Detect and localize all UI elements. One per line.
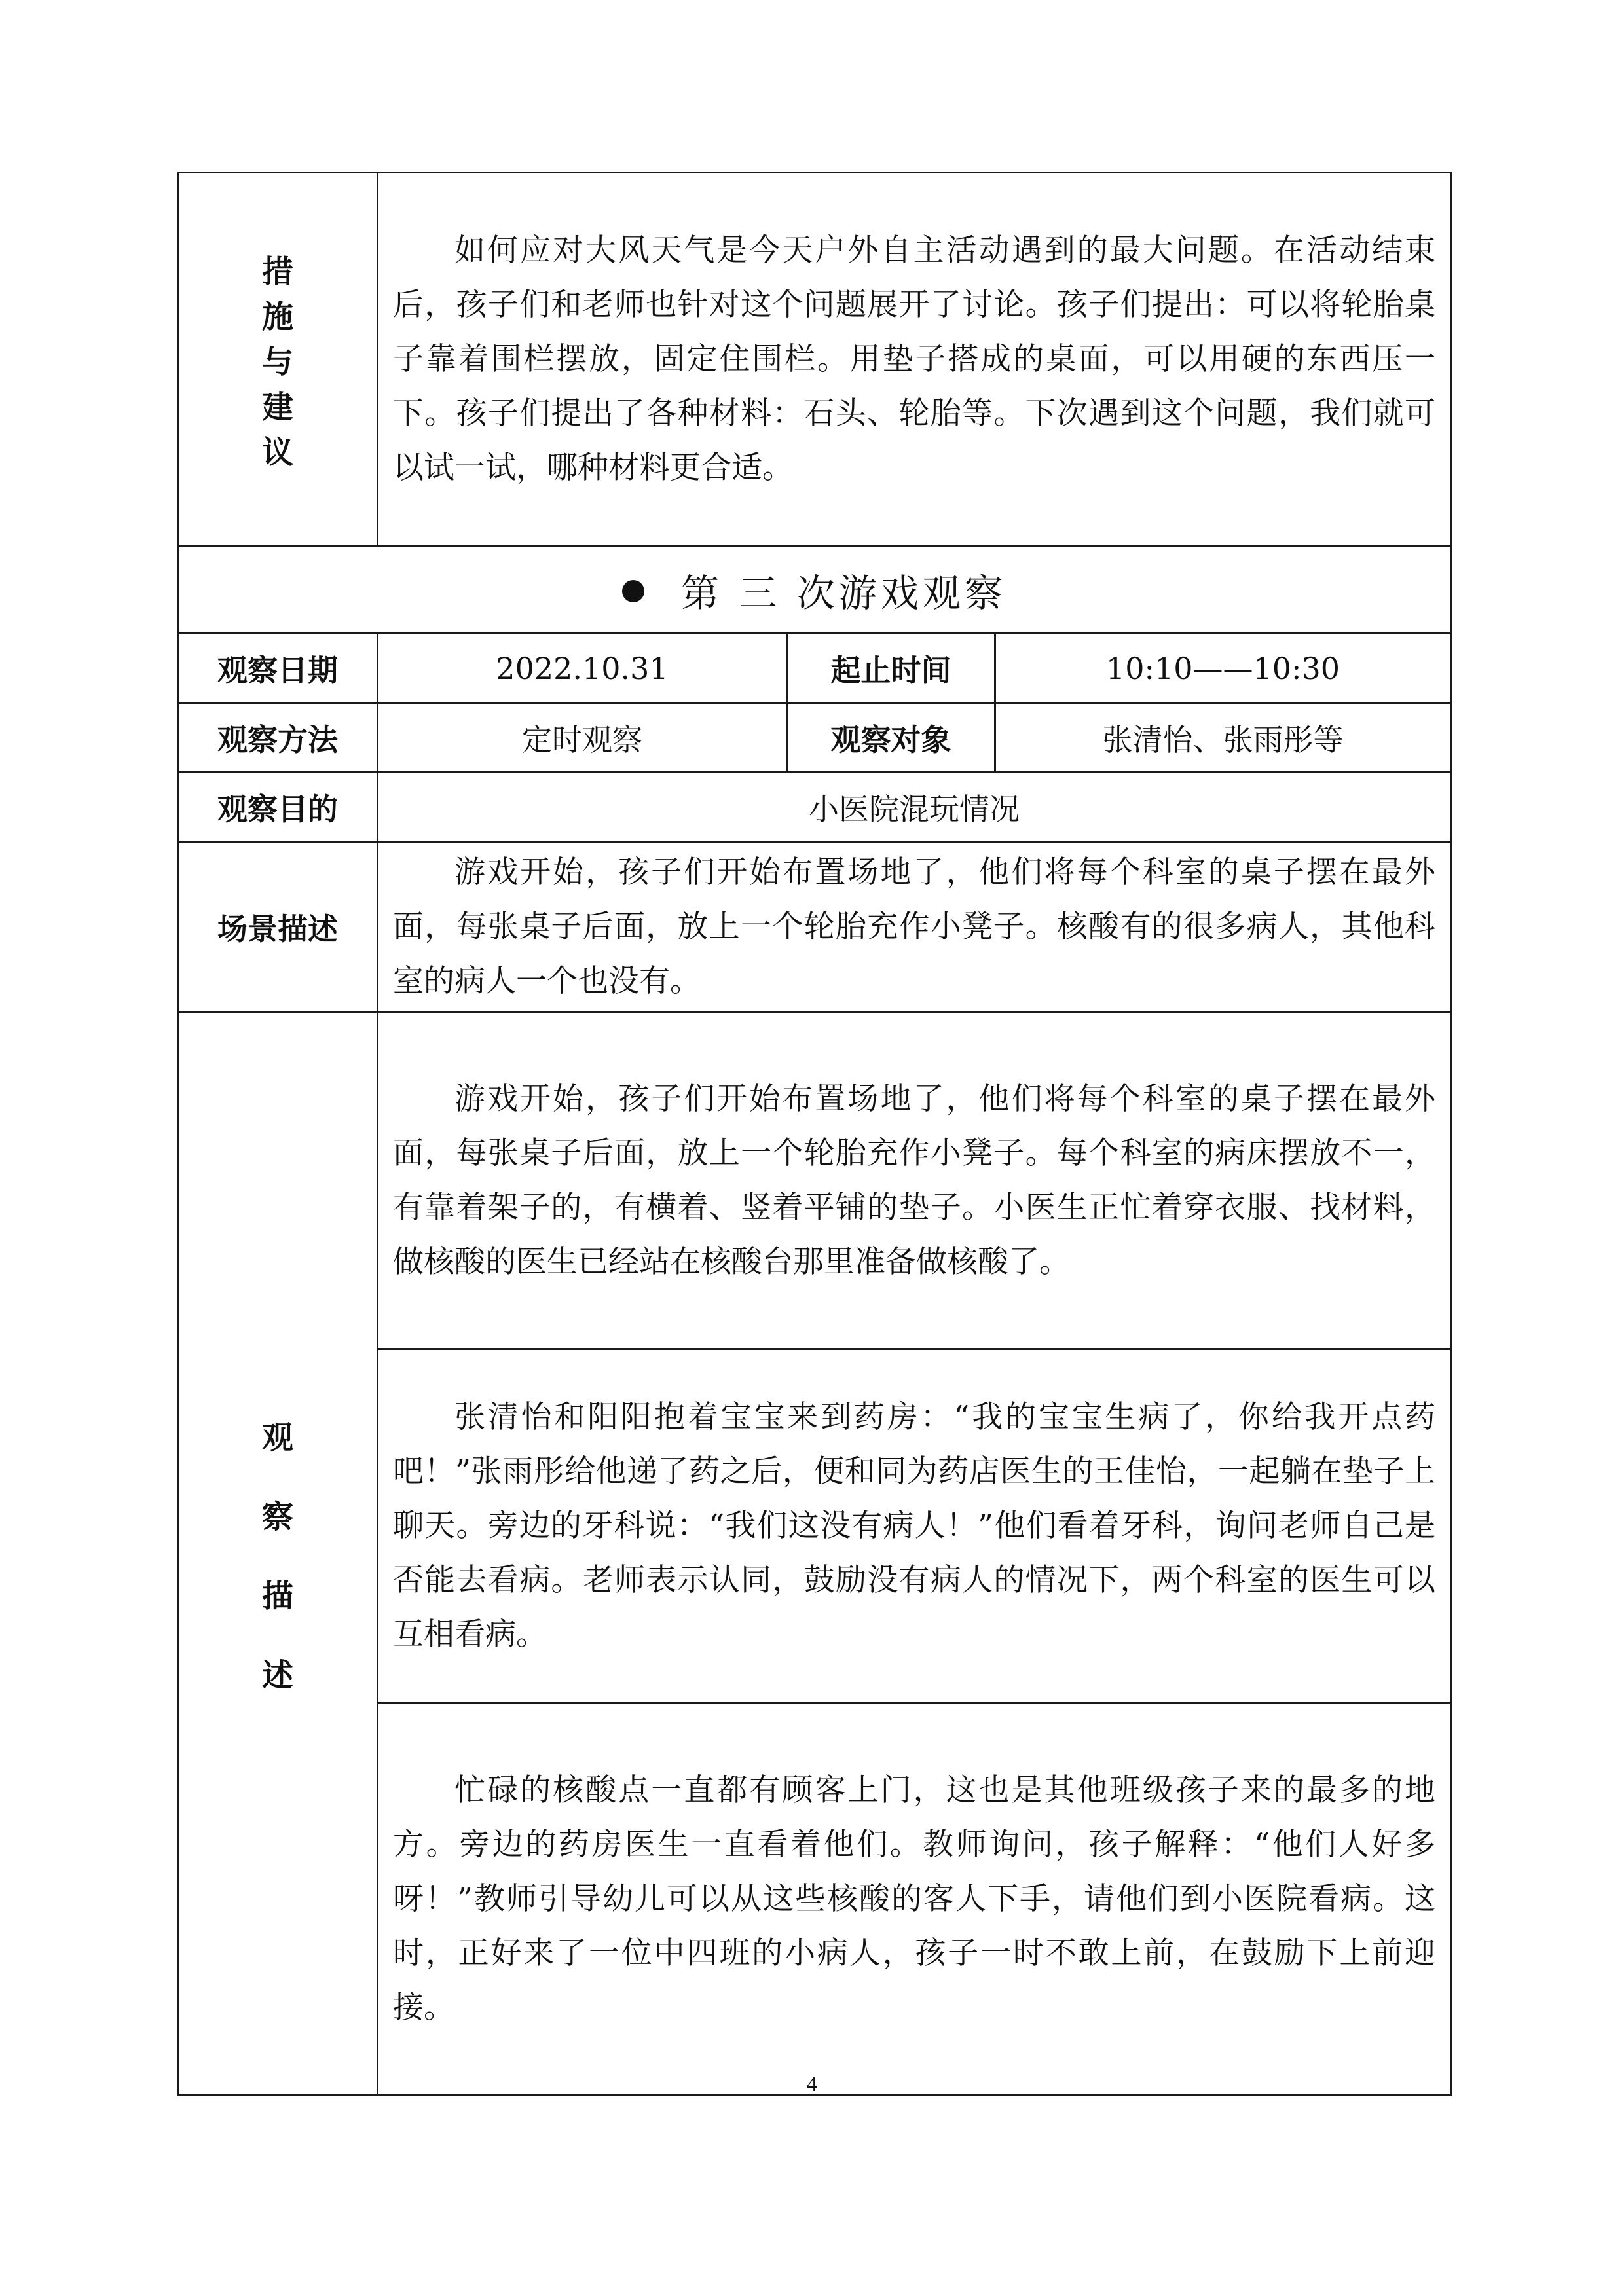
method-value: 定时观察 [378, 703, 787, 773]
measures-label-char: 与 [261, 344, 293, 380]
target-label: 观察对象 [787, 703, 995, 773]
observation-paragraph: 游戏开始，孩子们开始布置场地了，他们将每个科室的桌子摆在最外面，每张桌子后面，放上一个轮胎充作小凳子。每个科室的病床摆放不一，有靠着架子的，有横着、竖着平铺的垫子。小医生正忙着穿衣服、找材料，做核酸的医生已经站在核酸台那里准备做核酸了。 [393, 1081, 1435, 1280]
purpose-value: 小医院混玩情况 [378, 773, 1451, 842]
observation-label-char: 描 [261, 1578, 293, 1614]
time-value: 10:10——10:30 [995, 634, 1451, 703]
scene-label: 场景描述 [178, 842, 378, 1012]
measures-label-char: 措 [261, 253, 293, 290]
bullet-icon [622, 580, 644, 602]
measures-label-char: 建 [261, 389, 293, 426]
observation-row-1 [178, 1012, 1451, 1349]
observation-paragraph: 张清怡和阳阳抱着宝宝来到药房：“我的宝宝生病了，你给我开点药吧！”张雨彤给他递了药之后，便和同为药店医生的王佳怡，一起躺在垫子上聊天。旁边的牙科说：“我们这没有病人！”他们看着牙科，询问老师自己是否能去看病。老师表示认同，鼓励没有病人的情况下，两个科室的医生可以互相看病。 [393, 1399, 1435, 1652]
scene-content-cell [378, 842, 1451, 1012]
method-target-row [178, 703, 1451, 773]
purpose-label: 观察目的 [178, 773, 378, 842]
observation-cell-2 [378, 1349, 1451, 1703]
scene-row [178, 842, 1451, 1012]
time-label: 起止时间 [787, 634, 995, 703]
observation-label-char: 述 [261, 1657, 293, 1694]
section-heading-cell [178, 546, 1451, 634]
measures-label [178, 173, 378, 546]
observation-label [178, 1012, 378, 2096]
observation-label-char: 观 [261, 1419, 293, 1456]
observation-record-table [177, 172, 1452, 2096]
observation-cell-3 [378, 1703, 1451, 2096]
page-number: 4 [806, 2072, 818, 2096]
observation-paragraph: 忙碌的核酸点一直都有顾客上门，这也是其他班级孩子来的最多的地方。旁边的药房医生一直看着他们。教师询问，孩子解释：“他们人好多呀！”教师引导幼儿可以从这些核酸的客人下手，请他们到小医院看病。这时，正好来了一位中四班的小病人，孩子一时不敢上前，在鼓励下上前迎接。 [393, 1772, 1435, 2026]
section-heading: 第 三 次游戏观察 [681, 570, 1006, 615]
observation-label-char: 察 [261, 1499, 293, 1535]
purpose-row [178, 773, 1451, 842]
measures-content-cell [378, 173, 1451, 546]
date-time-row [178, 634, 1451, 703]
target-value: 张清怡、张雨彤等 [995, 703, 1451, 773]
measures-label-char: 施 [261, 299, 293, 335]
measures-row [178, 173, 1451, 546]
date-value: 2022.10.31 [378, 634, 787, 703]
section-heading-row [178, 546, 1451, 634]
method-label: 观察方法 [178, 703, 378, 773]
measures-text: 如何应对大风天气是今天户外自主活动遇到的最大问题。在活动结束后，孩子们和老师也针对这个问题展开了讨论。孩子们提出：可以将轮胎桌子靠着围栏摆放，固定住围栏。用垫子搭成的桌面，可以用硬的东西压一下。孩子们提出了各种材料：石头、轮胎等。下次遇到这个问题，我们就可以试一试，哪种材料更合适。 [393, 232, 1435, 486]
measures-label-char: 议 [261, 434, 293, 471]
scene-text: 游戏开始，孩子们开始布置场地了，他们将每个科室的桌子摆在最外面，每张桌子后面，放上一个轮胎充作小凳子。核酸有的很多病人，其他科室的病人一个也没有。 [393, 854, 1435, 999]
date-label: 观察日期 [178, 634, 378, 703]
observation-cell-1 [378, 1012, 1451, 1349]
